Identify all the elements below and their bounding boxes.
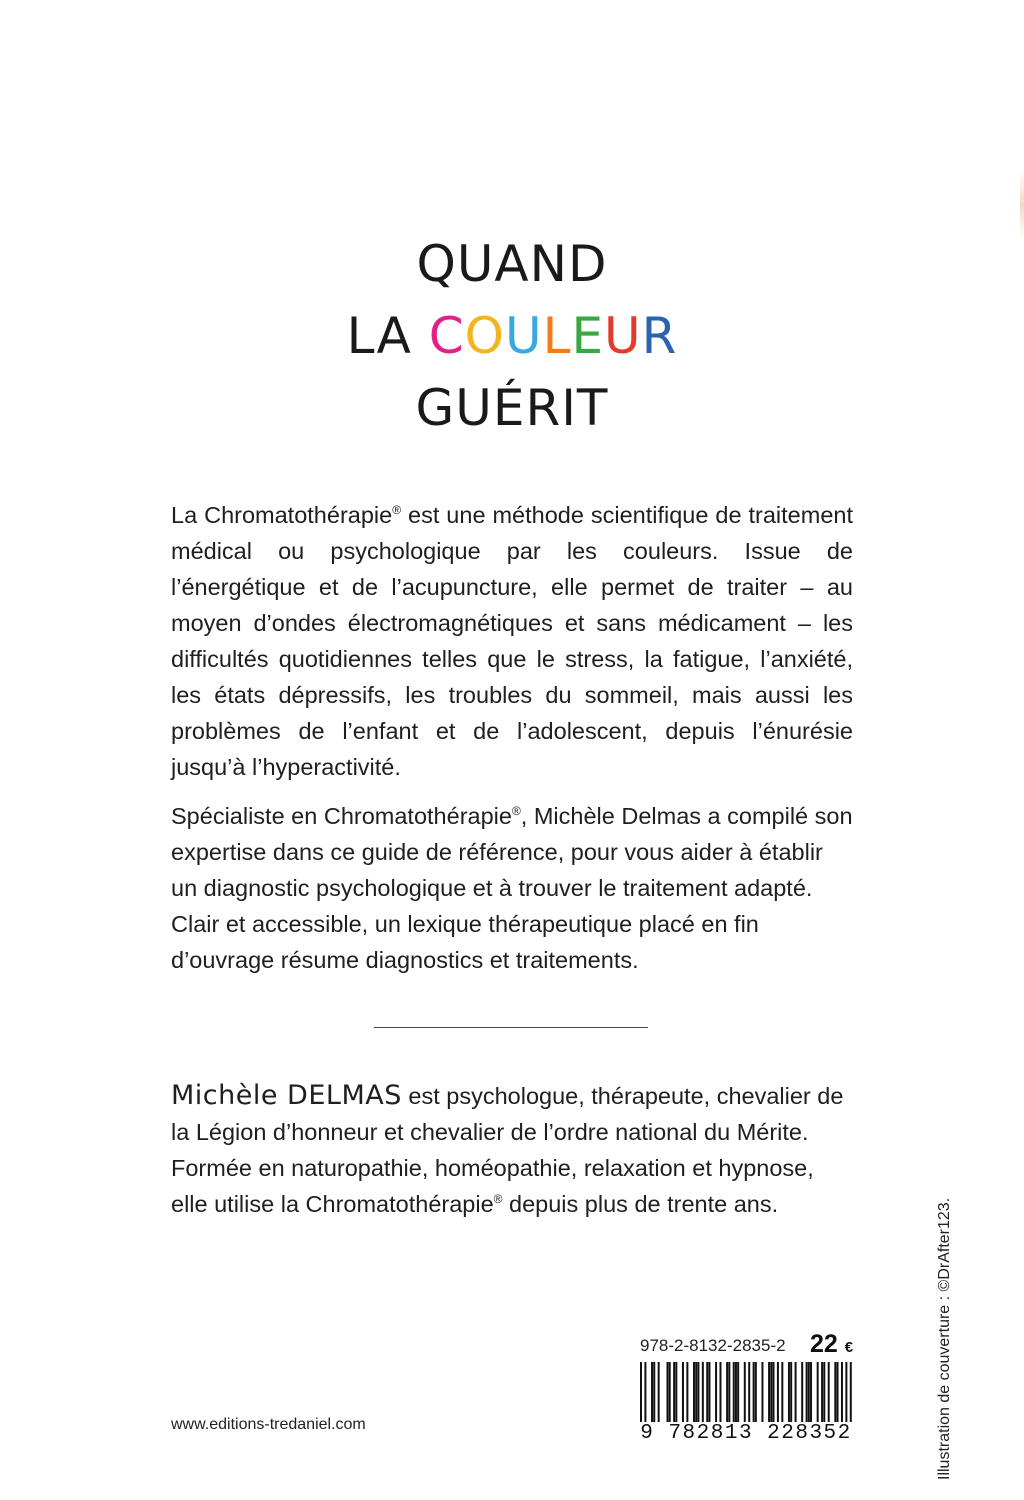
barcode-bar (753, 1362, 755, 1422)
barcode-bar (728, 1362, 730, 1422)
barcode-digits: 9 782813 228352 (640, 1422, 852, 1440)
barcode-bar (706, 1362, 708, 1422)
barcode-bar (644, 1362, 646, 1428)
barcode-bar (773, 1362, 775, 1422)
barcode-bar (669, 1362, 671, 1422)
registered-mark: ® (493, 1192, 503, 1206)
barcode-bars (640, 1362, 852, 1428)
p2-text-b: , Michèle Delmas a compilé son expertise dans ce guide de référence, pour vous aider à établir un diagnostic psychologique et à trouver le traitement adapté. Clair et accessible, un lexique thérapeutique placé en fin d’ouvrage résume diagnostics et traitements. (171, 803, 853, 973)
barcode-bar (737, 1362, 739, 1422)
price-amount: 22 (810, 1330, 838, 1358)
barcode-bar (828, 1362, 830, 1422)
barcode-bar (708, 1362, 710, 1422)
bio-text-a: est psychologue, thérapeute, chevalier de la Légion d’honneur et chevalier de l’ordre national du Mérite. Formée en naturopathie, homéopathie, relaxation et hypnose, elle utilise la Chromatothérapie (171, 1083, 844, 1217)
title-line-1: QUAND (416, 235, 608, 293)
registered-mark: ® (511, 804, 521, 818)
barcode-bar (795, 1362, 797, 1422)
registered-mark: ® (392, 503, 402, 517)
p1-text-a: La Chromatothérapie (171, 502, 393, 528)
barcode-bar (770, 1362, 772, 1422)
barcode-bar (702, 1362, 704, 1422)
barcode-bar (808, 1362, 810, 1422)
author-name: Michèle DELMAS (171, 1080, 402, 1111)
barcode (640, 1362, 852, 1440)
barcode-bar (845, 1362, 847, 1428)
barcode-bar (781, 1362, 783, 1422)
barcode-bar (790, 1362, 792, 1422)
p2-text-a: Spécialiste en Chromatothérapie (171, 803, 512, 829)
barcode-bar (658, 1362, 660, 1422)
barcode-bar (755, 1362, 757, 1422)
barcode-bar (777, 1362, 779, 1422)
barcode-bar (695, 1362, 697, 1422)
barcode-bar (675, 1362, 677, 1422)
barcode-bar (653, 1362, 655, 1422)
barcode-bar (640, 1362, 642, 1428)
barcode-bar (850, 1362, 852, 1428)
barcode-bar (806, 1362, 808, 1422)
barcode-bar (837, 1362, 839, 1422)
barcode-bar (821, 1362, 823, 1422)
barcode-bar (768, 1362, 770, 1422)
barcode-bar (697, 1362, 699, 1422)
barcode-bar (673, 1362, 675, 1422)
barcode-bar (735, 1362, 737, 1422)
book-title (0, 228, 1024, 444)
publisher-website: www.editions-tredaniel.com (171, 1416, 366, 1433)
price (810, 1330, 853, 1359)
description-paragraph-1 (171, 497, 853, 785)
title-letter: C (428, 307, 465, 365)
title-letter: L (542, 307, 572, 365)
barcode-bar (817, 1362, 819, 1422)
barcode-bar (726, 1362, 728, 1422)
title-letter: R (641, 307, 678, 365)
barcode-bar (761, 1362, 763, 1422)
colored-word (429, 307, 678, 365)
barcode-bar (715, 1362, 717, 1422)
p1-text-b: est une méthode scientifique de traitement médical ou psychologique par les couleurs. Issue de l’énergétique et de l’acupuncture, elle permet de traiter – au moyen d’ondes électromagnétiques et sans médicament – les difficultés quotidiennes telles que le stress, la fatigue, l’anxiété, les états dépressifs, les troubles du sommeil, mais aussi les problèmes de l’enfant et de l’adolescent, depuis l’énurésie jusqu’à l’hyperactivité. (171, 502, 853, 780)
barcode-bar (788, 1362, 790, 1422)
author-bio (171, 1078, 853, 1222)
title-letter: U (504, 307, 543, 365)
barcode-bar (834, 1362, 836, 1422)
barcode-bar (744, 1362, 746, 1428)
bio-text-b: depuis plus de trente ans. (502, 1191, 779, 1217)
barcode-bar (810, 1362, 812, 1422)
barcode-bar (733, 1362, 735, 1422)
divider-line (374, 1027, 648, 1028)
barcode-bar (667, 1362, 669, 1422)
title-letter: U (604, 307, 642, 365)
title-line-2-prefix: LA (346, 307, 429, 365)
title-letter: E (571, 307, 605, 365)
barcode-bar (748, 1362, 750, 1428)
barcode-bar (801, 1362, 803, 1422)
barcode-bar (720, 1362, 722, 1422)
barcode-bar (682, 1362, 684, 1422)
isbn-number: 978-2-8132-2835-2 (640, 1336, 786, 1355)
barcode-bar (693, 1362, 695, 1422)
title-line-3: GUÉRIT (415, 379, 609, 437)
cover-credit: Illustration de couverture : ©DrAfter123. (936, 1197, 953, 1480)
barcode-bar (823, 1362, 825, 1422)
title-line-2 (0, 300, 1024, 372)
price-currency: € (844, 1339, 854, 1356)
barcode-bar (841, 1362, 843, 1422)
barcode-bar (686, 1362, 688, 1422)
barcode-bar (651, 1362, 653, 1422)
title-letter: O (464, 307, 505, 365)
description-paragraph-2 (171, 798, 853, 978)
